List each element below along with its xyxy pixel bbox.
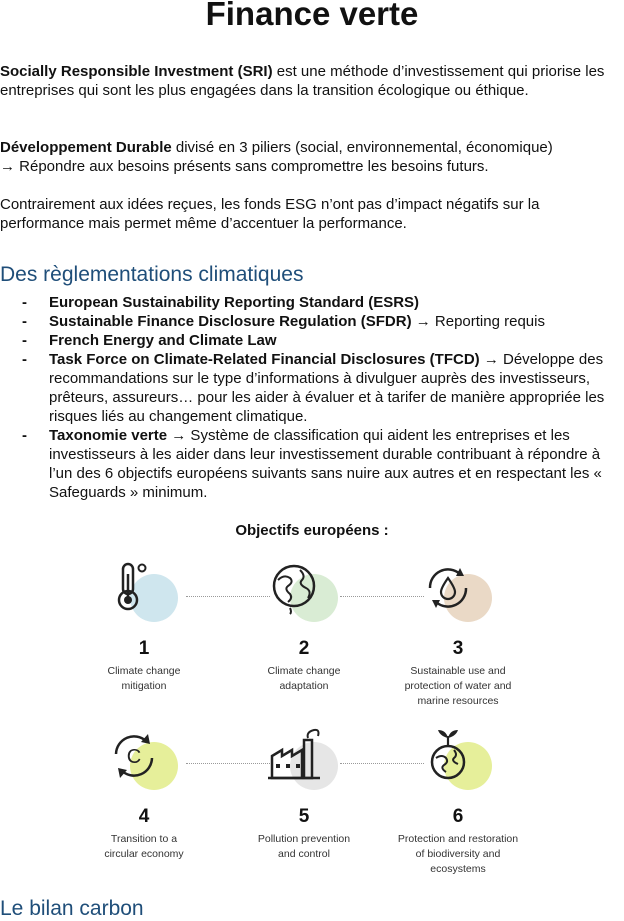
circular-economy-icon [104,726,164,786]
reg-name: European Sustainability Reporting Standard (ESRS) [49,294,420,311]
objective-1 [64,558,224,698]
paragraph-sri [0,62,616,100]
list-item: - Taxonomie verte → Système de classification qui aident les entreprises et les investisseurs à les aider dans leur investissement durable contribuant à répondre à l’un des 6 objectifs européens suivants sans nuire aux autres et en respectant les « Safeguards » minimum. [22,427,602,501]
page-title: Finance verte [205,0,419,32]
reg-text: Système de classification qui aident les entreprises et les investisseurs à les aider dans leur investissement durable contribuant à répondre à l’un des 6 objectifs européens suivants sans nuire aux autres et en respectant les « Safeguards » minimum. [49,427,602,501]
objective-5 [224,726,384,866]
water-cycle-icon [418,558,478,618]
objective-number: 1 [138,638,150,659]
paragraph-esg: Contrairement aux idées reçues, les fonds ESG n’ont pas d’impact négatifs sur la performance mais permet même d’accentuer la performance. [0,196,540,232]
list-item: - European Sustainability Reporting Standard (ESRS) [22,294,420,311]
objective-number: 6 [452,806,464,827]
paragraph-developpement-durable [0,138,616,176]
objective-label: Climate change adaptation [267,665,341,692]
dd-line2: → Répondre aux besoins présents sans compromettre les besoins futurs. [0,158,489,175]
section-heading-bilan-carbon: Le bilan carbon [0,897,144,920]
factory-icon [264,726,324,786]
objective-number: 5 [298,806,310,827]
list-item: - Task Force on Climate-Related Financial Disclosures (TFCD) → Développe des recommandations sur le type d’informations à divulguer auprès des investisseurs, prêteurs, assureurs… pour les aider à évaluer et à tarifer de manière appropriée les risques liés au changement climatique. [22,351,605,425]
objective-6 [378,726,538,876]
reg-name: Task Force on Climate-Related Financial Disclosures (TFCD) → [49,351,499,368]
reg-name: Sustainable Finance Disclosure Regulation (SFDR) → [49,313,431,330]
objective-label: Climate change mitigation [107,665,181,692]
reg-text: Développe des recommandations sur le type d’informations à divulguer auprès des investisseurs, prêteurs, assureurs… pour les aider à évaluer et à tarifer de manière appropriée les risques liés au changement climatique. [49,351,605,425]
objective-label: Protection and restoration of biodiversity and ecosystems [397,833,519,875]
reg-name: Taxonomie verte → [49,427,187,444]
svg-text:C: C [126,746,142,768]
objective-number: 3 [452,638,464,659]
thermometer-icon [104,558,164,618]
objective-label: Transition to a circular economy [104,833,184,860]
objective-label: Sustainable use and protection of water and marine resources [404,665,512,707]
objective-number: 4 [138,806,150,827]
objective-3 [378,558,538,708]
list-item: - French Energy and Climate Law [22,332,277,349]
reg-text: Reporting requis [430,313,545,330]
reg-name: French Energy and Climate Law [49,332,277,349]
list-item: - Sustainable Finance Disclosure Regulation (SFDR) → Reporting requis [22,313,545,330]
objective-number: 2 [298,638,310,659]
objective-2 [224,558,384,698]
objective-4 [64,726,224,866]
globe-icon [264,558,324,618]
sri-term: Socially Responsible Investment (SRI) [0,63,273,80]
dd-term: Développement Durable [0,139,172,156]
regulations-list [0,293,624,502]
objectives-title: Objectifs européens : [235,522,389,539]
plant-globe-icon [418,726,478,786]
dd-text: divisé en 3 piliers (social, environnemental, économique) [171,139,553,156]
sri-text: est une méthode d’investissement qui priorise les entreprises qui sont les plus engagées dans la transition écologique ou éthique. [0,63,605,99]
section-heading-reglementations: Des règlementations climatiques [0,263,304,286]
objective-label: Pollution prevention and control [257,833,351,860]
